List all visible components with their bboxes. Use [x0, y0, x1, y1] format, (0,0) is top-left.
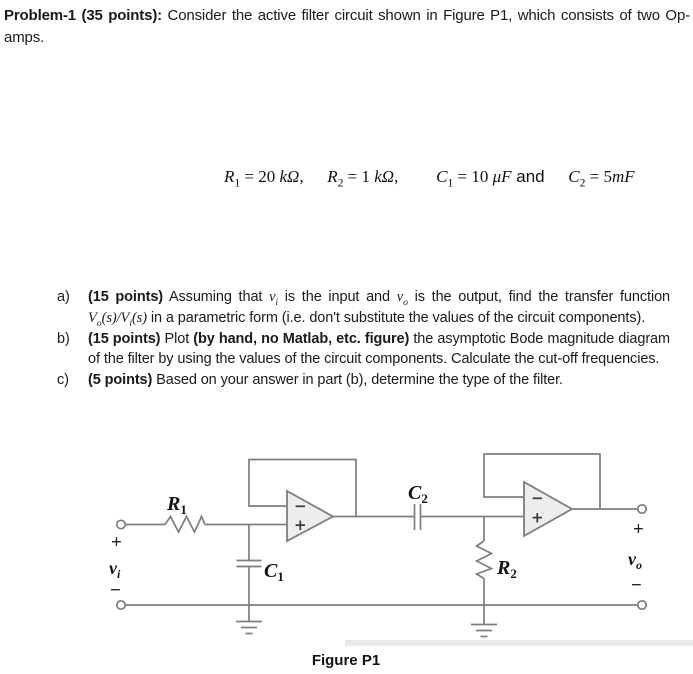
resistor-r1 — [165, 517, 205, 533]
question-c-text: (5 points) Based on your answer in part (b), determine the type of the filter. — [88, 372, 563, 389]
question-a — [0, 287, 693, 329]
opamp2-plus-sign: + — [531, 508, 544, 527]
question-list — [0, 287, 693, 391]
label-r2: $R_2$ — [497, 557, 517, 581]
question-a-text: (15 points) Assuming that $v_i$ is the input and $v_o$ is the output, find the transfer function $V_o(s)/V_i(s)$ in a parametric form (i.e. don't substitute the values of the circuit components). — [88, 289, 670, 329]
question-a-marker: a) — [57, 289, 70, 305]
output-terminal-top — [638, 505, 646, 513]
label-c1: $C_1$ — [264, 560, 284, 584]
resistor-r2 — [477, 541, 492, 579]
ground-symbol-2 — [471, 625, 497, 637]
question-b-marker: b) — [57, 330, 70, 347]
opamp2-minus-sign: − — [531, 489, 544, 507]
question-c-marker: c) — [57, 372, 69, 389]
capacitor-c1 — [237, 561, 262, 567]
question-c — [0, 370, 693, 391]
figure-caption: Figure P1 — [311, 652, 381, 669]
ground-symbol-1 — [236, 622, 262, 634]
output-minus-sign: − — [631, 575, 642, 596]
input-terminal-top — [117, 520, 125, 528]
input-plus-sign: + — [111, 532, 122, 553]
output-terminal-bottom — [638, 601, 646, 609]
problem-statement: Problem-1 (35 points): Consider the active filter circuit shown in Figure P1, which consists of two Op-amps. — [4, 7, 690, 46]
question-b — [0, 329, 693, 371]
opamp1-minus-sign: − — [294, 497, 307, 515]
label-vo: $v_o$ — [628, 549, 642, 572]
label-c2: $C_2$ — [408, 482, 428, 506]
circuit-diagram — [85, 444, 693, 674]
input-minus-sign: − — [110, 580, 121, 601]
opamp1-plus-sign: + — [294, 516, 307, 534]
question-b-text: (15 points) Plot (by hand, no Matlab, etc. figure) the asymptotic Bode magnitude diagram of the filter by using the values of the circuit components. Calculate the cut-off frequencies. — [88, 330, 670, 368]
output-plus-sign: + — [633, 519, 644, 540]
label-vi: $v_i$ — [109, 558, 121, 581]
capacitor-c2 — [415, 504, 421, 530]
component-values-equation: $R_1 = 20$ kΩ, $R_2 = 1$ kΩ, $C_1 = 10$ μF and $C_2 = 5mF$ — [224, 167, 635, 190]
input-terminal-bottom — [117, 601, 125, 609]
label-r1: $R_1$ — [167, 493, 187, 517]
